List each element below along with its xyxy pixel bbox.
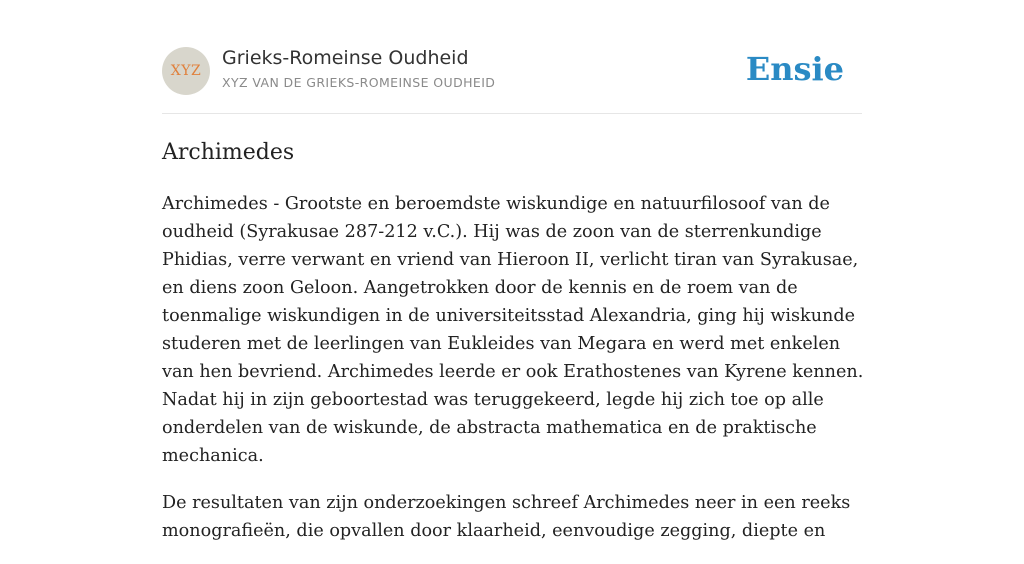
article-paragraph-2: De resultaten van zijn onderzoekingen schreef Archimedes neer in een reeks monografieën, die opvallen door klaarheid, eenvoudige zegging, diepte en [162,493,851,541]
source-title[interactable]: Grieks-Romeinse Oudheid [222,47,469,69]
article-title: Archimedes [162,140,295,165]
article-paragraph-1: Archimedes - Grootste en beroemdste wiskundige en natuurfilosoof van de oudheid (Syrakusae 287-212 v.C.). Hij was de zoon van de sterrenkundige Phidias, verre verwant en vriend van Hieroon II, verlicht tiran van Syrakusae, en diens zoon Geloon. Aangetrokken door de kennis en de roem van de toenmalige wiskundigen in de universiteitsstad Alexandria, ging hij wiskunde studeren met de leerlingen van Eukleides van Megara en werd met enkelen van hen bevriend. Archimedes leerde er ook Erathostenes van Kyrene kennen. Nadat hij in zijn geboortestad was teruggekeerd, legde hij zich toe op alle onderdelen van de wiskunde, de abstracta mathematica en de praktische mechanica. [162,194,864,466]
source-avatar[interactable] [162,47,210,95]
article-body [162,190,864,564]
page [162,0,864,541]
header [162,0,862,114]
ensie-logo[interactable]: Ensie [745,50,844,88]
source-subtitle: XYZ VAN DE GRIEKS-ROMEINSE OUDHEID [222,75,496,90]
avatar-text: XYZ [170,63,202,79]
